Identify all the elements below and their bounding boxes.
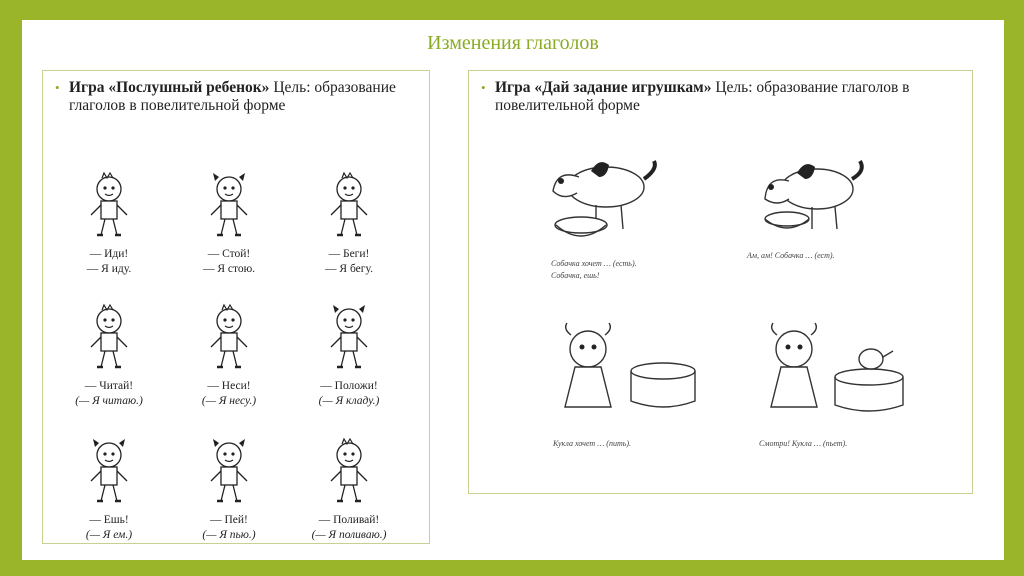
command-card bbox=[289, 303, 409, 425]
answer-text: (— Я поливаю.) bbox=[311, 529, 387, 541]
girl-bed-icon bbox=[309, 303, 389, 375]
bullet-icon: • bbox=[55, 80, 60, 95]
command-text: — Поливай! bbox=[318, 514, 380, 526]
answer-text: (— Я пью.) bbox=[202, 529, 256, 541]
command-card bbox=[169, 171, 289, 293]
command-card bbox=[289, 437, 409, 559]
boy-reading-icon bbox=[69, 303, 149, 375]
command-card bbox=[49, 171, 169, 293]
dog-bowl-icon bbox=[551, 159, 661, 249]
game-title-toy-task: Игра «Дай задание игрушкам» bbox=[495, 79, 712, 96]
left-panel bbox=[42, 70, 430, 544]
answer-text: (— Я несу.) bbox=[201, 395, 257, 407]
girl-drinking-icon bbox=[189, 437, 269, 509]
doll-teapot-icon bbox=[759, 321, 909, 431]
right-bullet-text bbox=[481, 79, 962, 115]
doll-caption-2: Смотри! Кукла … (пьет). bbox=[759, 439, 848, 448]
answer-text: — Я иду. bbox=[86, 263, 132, 275]
dog-eating-picture bbox=[747, 159, 917, 289]
dog-caption-2: Ам, ам! Собачка … (ест). bbox=[747, 251, 835, 260]
dog-caption-1: Собачка хочет … (есть). bbox=[551, 259, 637, 268]
slide-title: Изменения глаголов bbox=[427, 32, 599, 54]
boy-walking-icon bbox=[69, 171, 149, 243]
command-card bbox=[169, 437, 289, 559]
answer-text: (— Я кладу.) bbox=[318, 395, 380, 407]
girl-standing-icon bbox=[189, 171, 269, 243]
command-text: — Стой! bbox=[207, 248, 251, 260]
doll-table-icon bbox=[553, 321, 703, 431]
left-bullet-text bbox=[55, 79, 419, 115]
command-text: — Ешь! bbox=[89, 514, 129, 526]
slide bbox=[22, 20, 1004, 560]
doll-caption-1: Кукла хочет … (пить). bbox=[553, 439, 632, 448]
doll-table-picture bbox=[553, 321, 723, 471]
dog-caption-1b: Собачка, ешь! bbox=[551, 271, 600, 280]
answer-text: — Я стою. bbox=[202, 263, 256, 275]
dog-eating-icon bbox=[757, 159, 867, 249]
game-goal-left: Цель: образование глаголов в повелительной форме bbox=[69, 79, 396, 114]
command-card bbox=[49, 303, 169, 425]
command-text: — Неси! bbox=[207, 380, 251, 392]
game-goal-right: Цель: образование глаголов в повелительной форме bbox=[495, 79, 910, 114]
command-text: — Пей! bbox=[210, 514, 248, 526]
boy-watering-icon bbox=[309, 437, 389, 509]
answer-text: (— Я ем.) bbox=[85, 529, 133, 541]
bullet-icon: • bbox=[481, 80, 486, 95]
command-text: — Беги! bbox=[328, 248, 370, 260]
command-card bbox=[289, 171, 409, 293]
command-card bbox=[49, 437, 169, 559]
command-text: — Положи! bbox=[320, 380, 378, 392]
dog-bowl-picture bbox=[551, 159, 701, 289]
right-panel bbox=[468, 70, 973, 494]
boy-running-icon bbox=[309, 171, 389, 243]
command-text: — Читай! bbox=[84, 380, 134, 392]
girl-eating-icon bbox=[69, 437, 149, 509]
command-card bbox=[169, 303, 289, 425]
game-title-obedient-child: Игра «Послушный ребенок» bbox=[69, 79, 270, 96]
command-text: — Иди! bbox=[89, 248, 129, 260]
answer-text: — Я бегу. bbox=[325, 263, 373, 275]
answer-text: (— Я читаю.) bbox=[75, 395, 143, 407]
doll-teapot-picture bbox=[759, 321, 939, 471]
boy-carrying-icon bbox=[189, 303, 269, 375]
